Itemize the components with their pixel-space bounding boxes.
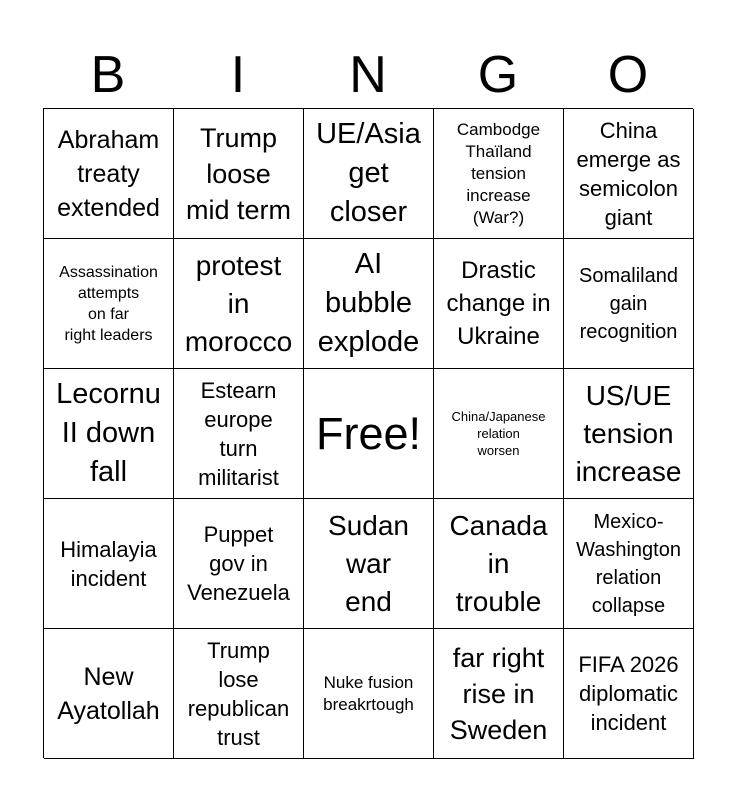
bingo-cell[interactable] xyxy=(44,369,174,499)
header-letter-b: B xyxy=(90,46,126,104)
bingo-cell[interactable] xyxy=(174,499,304,629)
bingo-cell[interactable] xyxy=(434,109,564,239)
cell-text: Drastic change in Ukraine xyxy=(446,257,551,350)
free-space-cell[interactable] xyxy=(304,369,434,499)
cell-text: Abraham treaty extended xyxy=(57,125,160,222)
bingo-cell[interactable] xyxy=(304,629,434,759)
cell-text: Himalayia incident xyxy=(60,536,157,591)
cell-text: far right rise in Sweden xyxy=(449,642,548,745)
bingo-cell[interactable] xyxy=(174,239,304,369)
bingo-cell[interactable] xyxy=(174,629,304,759)
bingo-grid xyxy=(43,108,693,758)
bingo-cell[interactable] xyxy=(564,109,694,239)
cell-text: AI bubble explode xyxy=(317,248,420,358)
cell-text: Puppet gov in Venezuela xyxy=(187,522,290,605)
cell-text: Trump lose republican trust xyxy=(187,637,290,750)
bingo-cell[interactable] xyxy=(44,109,174,239)
cell-text: Canada in trouble xyxy=(449,509,548,617)
cell-text: Lecornu II down fall xyxy=(56,378,161,488)
cell-text: Mexico- Washington relation collapse xyxy=(576,510,681,617)
bingo-cell[interactable] xyxy=(564,369,694,499)
cell-text: China/Japanese relation worsen xyxy=(451,409,546,458)
cell-text: Assassination attempts on far right leaders xyxy=(59,263,158,344)
cell-text: protest in morocco xyxy=(184,249,293,357)
cell-text: Cambodge Thaïland tension increase (War?) xyxy=(456,119,541,227)
header-letter-i: I xyxy=(230,46,246,104)
bingo-cell[interactable] xyxy=(434,239,564,369)
cell-text: FIFA 2026 diplomatic incident xyxy=(578,652,679,735)
cell-text: Nuke fusion breakrtough xyxy=(323,672,414,714)
bingo-cell[interactable] xyxy=(174,369,304,499)
cell-text: UE/Asia get closer xyxy=(316,118,421,228)
cell-text: US/UE tension increase xyxy=(575,379,682,487)
bingo-cell[interactable] xyxy=(434,629,564,759)
bingo-cell[interactable] xyxy=(564,239,694,369)
cell-text: Trump loose mid term xyxy=(185,122,291,225)
header-letter-g: G xyxy=(477,46,519,104)
bingo-cell[interactable] xyxy=(304,239,434,369)
cell-text: Somaliland gain recognition xyxy=(579,264,678,343)
cell-text: Sudan war end xyxy=(328,509,409,617)
bingo-cell[interactable] xyxy=(44,239,174,369)
header-letter-n: N xyxy=(349,46,387,104)
cell-text: Estearn europe turn militarist xyxy=(198,377,279,490)
free-space-text: Free! xyxy=(315,407,422,459)
bingo-cell[interactable] xyxy=(304,109,434,239)
bingo-cell[interactable] xyxy=(304,499,434,629)
cell-text: New Ayatollah xyxy=(57,662,160,725)
bingo-cell[interactable] xyxy=(174,109,304,239)
bingo-header xyxy=(43,44,693,106)
bingo-cell[interactable] xyxy=(564,629,694,759)
bingo-cell[interactable] xyxy=(564,499,694,629)
cell-text: China emerge as semicolon giant xyxy=(576,117,681,230)
bingo-cell[interactable] xyxy=(434,499,564,629)
header-letter-o: O xyxy=(607,46,649,104)
bingo-cell[interactable] xyxy=(44,499,174,629)
bingo-cell[interactable] xyxy=(434,369,564,499)
bingo-cell[interactable] xyxy=(44,629,174,759)
